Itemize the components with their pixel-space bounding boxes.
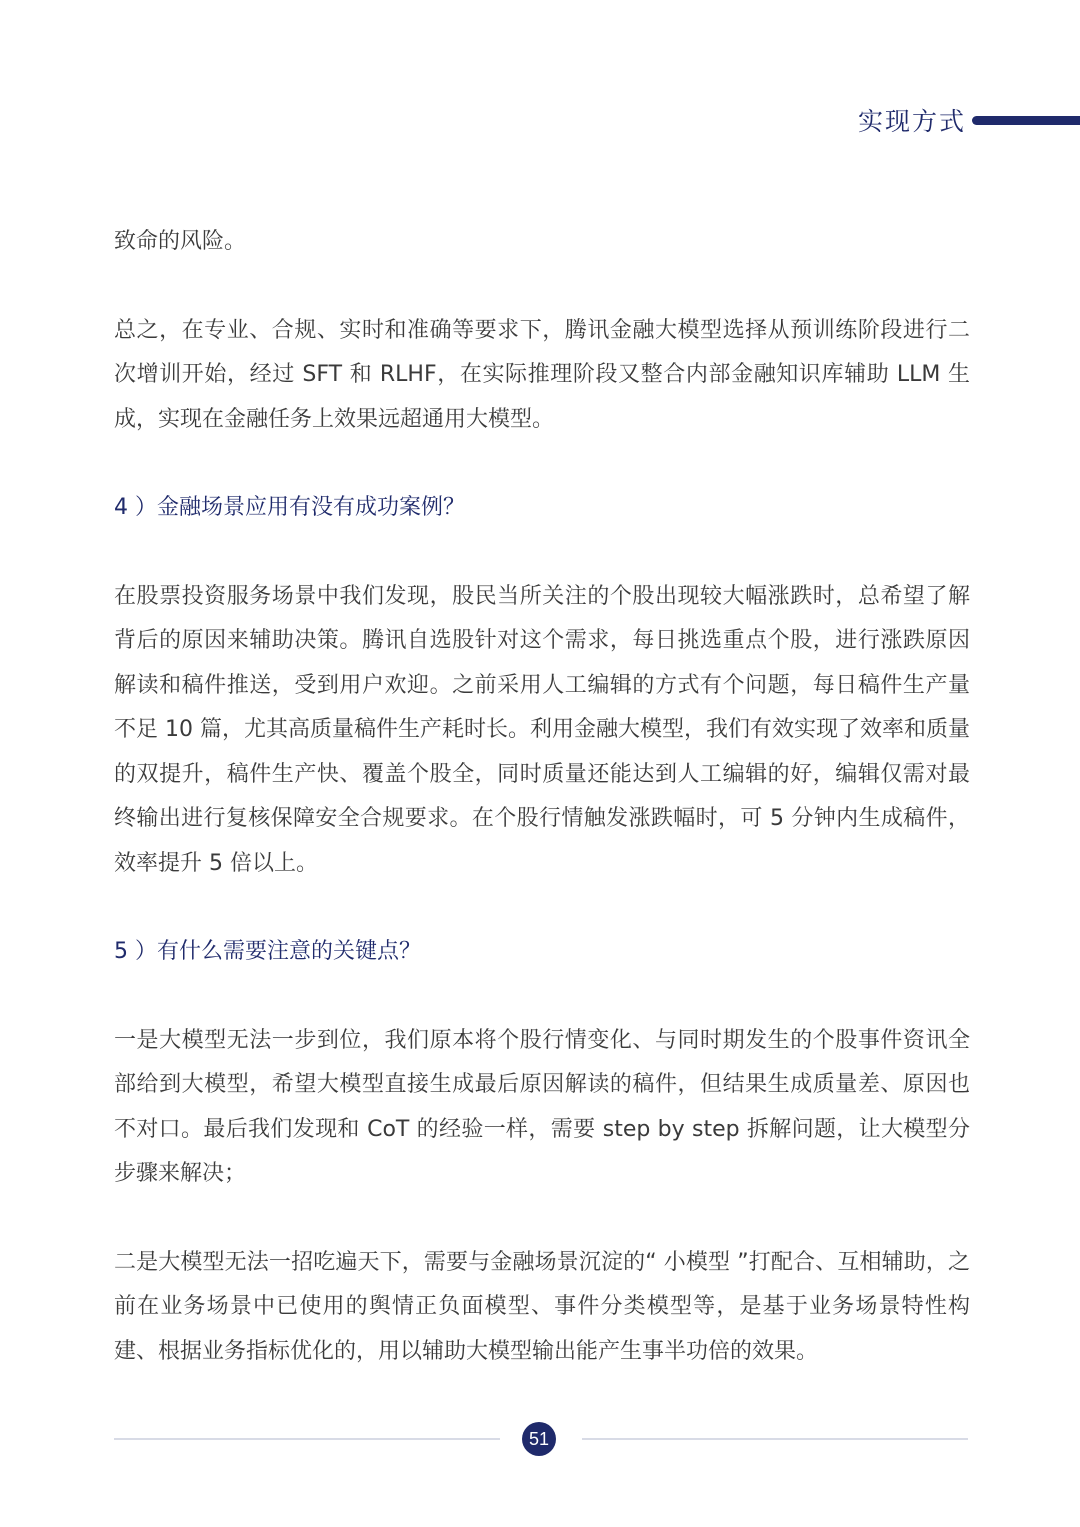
section-header [858, 100, 1080, 140]
heading-question-4: 4 ）金融场景应用有没有成功案例？ [114, 495, 465, 520]
section-title: 实现方式 [857, 107, 966, 136]
page-content [114, 220, 970, 1374]
footer-rule-left [114, 1438, 500, 1440]
section-accent-bar [972, 116, 1080, 125]
heading-question-5: 5 ）有什么需要注意的关键点？ [114, 939, 421, 964]
paragraph-summary: 总之，在专业、合规、实时和准确等要求下，腾讯金融大模型选择从预训练阶段进行二次增训开始，经过 SFT 和 RLHF，在实际推理阶段又整合内部金融知识库辅助 LLM 生成，实现在金融任务上效果远超通用大模型。 [114, 317, 970, 432]
page-number-badge: 51 [522, 1422, 556, 1456]
paragraph-point-two: 二是大模型无法一招吃遍天下，需要与金融场景沉淀的“ 小模型 ”打配合、互相辅助，之前在业务场景中已使用的舆情正负面模型、事件分类模型等，是基于业务场景特性构建、根据业务指标优化的，用以辅助大模型输出能产生事半功倍的效果。 [114, 1249, 970, 1364]
paragraph-continuation: 致命的风险。 [114, 229, 247, 254]
footer-rule-right [582, 1438, 968, 1440]
paragraph-case-study: 在股票投资服务场景中我们发现，股民当所关注的个股出现较大幅涨跌时，总希望了解背后的原因来辅助决策。腾讯自选股针对这个需求，每日挑选重点个股，进行涨跌原因解读和稿件推送，受到用户欢迎。之前采用人工编辑的方式有个问题，每日稿件生产量不足 10 篇，尤其高质量稿件生产耗时长。利用金融大模型，我们有效实现了效率和质量的双提升，稿件生产快、覆盖个股全，同时质量还能达到人工编辑的好，编辑仅需对最终输出进行复核保障安全合规要求。在个股行情触发涨跌幅时，可 5 分钟内生成稿件，效率提升 5 倍以上。 [114, 583, 970, 876]
paragraph-point-one: 一是大模型无法一步到位，我们原本将个股行情变化、与同时期发生的个股事件资讯全部给到大模型，希望大模型直接生成最后原因解读的稿件，但结果生成质量差、原因也不对口。最后我们发现和 CoT 的经验一样，需要 step by step 拆解问题，让大模型分步骤来解决； [114, 1027, 970, 1186]
